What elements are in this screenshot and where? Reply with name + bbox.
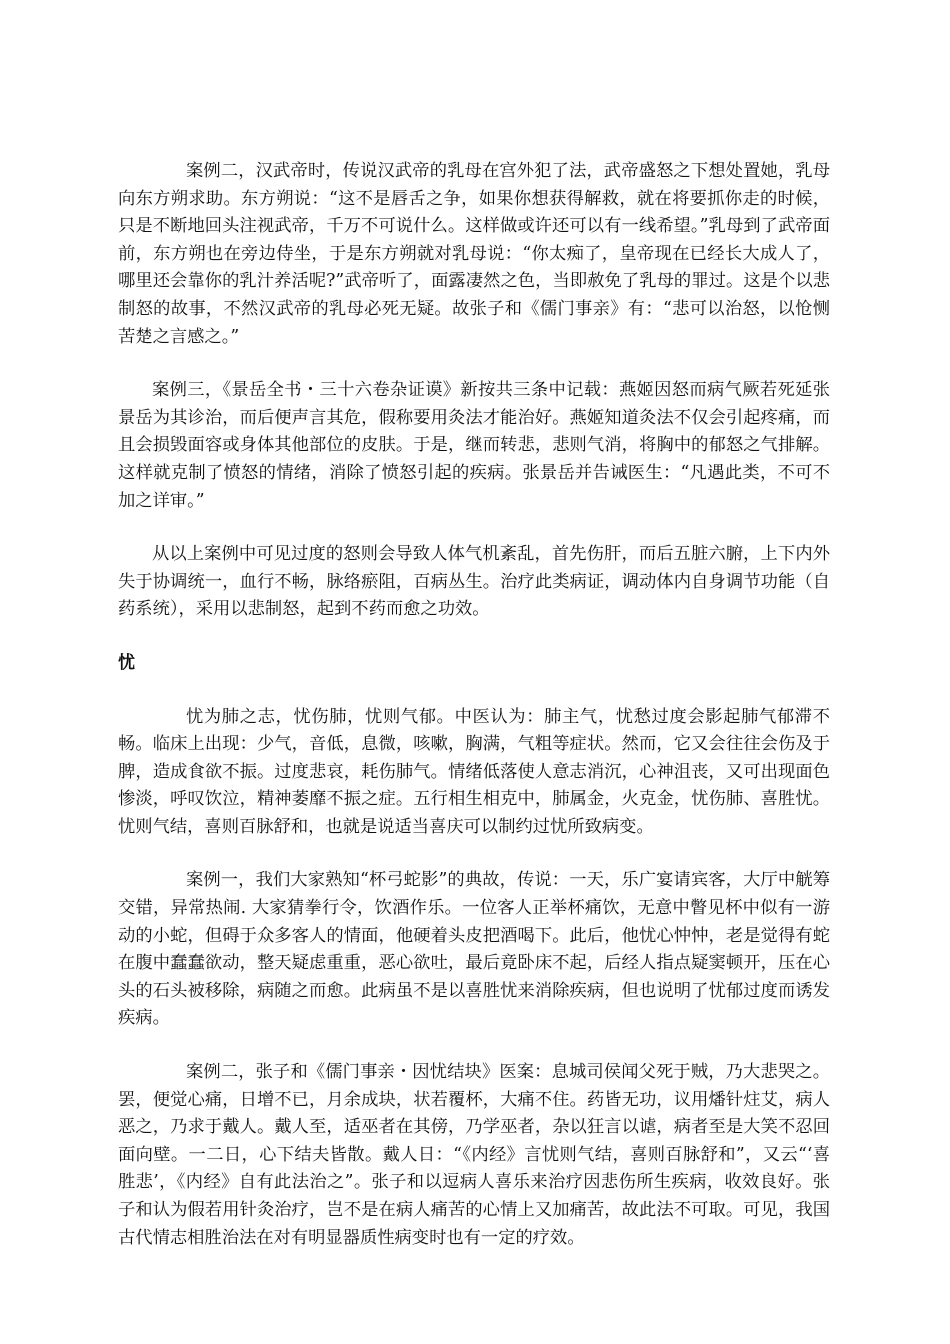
paragraph-worry-case-two: 案例二，张子和《儒门事亲・因忧结块》医案：息城司侯闻父死于贼，乃大悲哭之。罢，便觉心痛，日增不已，月余成块，状若覆杯，大痛不住。药皆无功，议用燔针炷艾，病人恶之，乃求于戴人。戴人至，适巫者在其傍，乃学巫者，杂以狂言以谑，病者至是大笑不忍回面向壁。一二日，心下结夫皆散。戴人日：“《内经》言忧则气结，喜则百脉舒和”，又云“‘喜胜悲’，《内经》自有此法治之”。张子和以逗病人喜乐来治疗因悲伤所生疾病，收效良好。张子和认为假若用针灸治疗，岂不是在病人痛苦的心情上又加痛苦，故此法不可取。可见，我国古代情志相胜治法在对有明显器质性病变时也有一定的疗效。 [118,1062,830,1248]
paragraph-gap [118,678,830,704]
paragraph-gap [118,624,830,650]
paragraph-case-two-emperor-wu: 案例二，汉武帝时，传说汉武帝的乳母在宫外犯了法，武帝盛怒之下想处置她，乳母向东方朔求助。东方朔说：“这不是唇舌之争，如果你想获得解救，就在将要抓你走的时候，只是不断地回头注视武帝，千万不可说什么。这样做或许还可以有一线希望。”乳母到了武帝面前，东方朔也在旁边侍坐，于是东方朔就对乳母说：“你太痴了，皇帝现在已经长大成人了，哪里还会靠你的乳汁养活呢?”武帝听了，面露凄然之色，当即赦免了乳母的罪过。这是个以悲制怒的故事，不然汉武帝的乳母必死无疑。故张子和《儒门事亲》有：“悲可以治怒，以怆恻苦楚之言感之。” [118,161,830,347]
paragraph-gap [118,1033,830,1059]
paragraph-gap [118,351,830,377]
paragraph-gap [118,515,830,541]
paragraph-gap [118,841,830,867]
paragraph-worry-case-one: 案例一，我们大家熟知“杯弓蛇影”的典故，传说：一天，乐广宴请宾客，大厅中觥筹交错，异常热闹. 大家猜拳行令，饮酒作乐。一位客人正举杯痛饮，无意中瞥见杯中似有一游动的小蛇，但碍于众多客人的情面，他硬着头皮把酒喝下。此后，他忧心忡忡，老是觉得有蛇在腹中蠢蠢欲动，整天疑虑重重，恶心欲吐，最后竟卧床不起，后经人指点疑窦顿开，压在心头的石头被移除，病随之而愈。此病虽不是以喜胜忧来消除疾病，但也说明了忧郁过度而诱发疾病。 [118,870,830,1029]
paragraph-anger-summary: 从以上案例中可见过度的怒则会导致人体气机紊乱，首先伤肝，而后五脏六腑，上下内外失于协调统一，血行不畅，脉络瘀阻，百病丛生。治疗此类病证，调动体内自身调节功能（自药系统），采用以悲制怒，起到不药而愈之功效。 [118,544,830,620]
paragraph-worry-intro: 忧为肺之志，忧伤肺，忧则气郁。中医认为：肺主气，忧愁过度会影起肺气郁滞不畅。临床上出现：少气，音低，息微，咳嗽，胸满，气粗等症状。然而，它又会往往会伤及于脾，造成食欲不振。过度悲哀，耗伤肺气。情绪低落使人意志消沉，心神沮丧，又可出现面色惨淡，呼叹饮泣，精神萎靡不振之症。五行相生相克中，肺属金，火克金，忧伤肺、喜胜忧。忧则气结，喜则百脉舒和，也就是说适当喜庆可以制约过忧所致病变。 [118,706,830,837]
document-page [118,158,830,1252]
paragraph-case-three-zhang-jingyue: 案例三，《景岳全书・三十六卷杂证谟》新按共三条中记载：燕姬因怒而病气厥若死延张景岳为其诊治，而后便声言其危，假称要用灸法才能治好。燕姬知道灸法不仅会引起疼痛，而且会损毁面容或身体其他部位的皮肤。于是，继而转悲，悲则气消，将胸中的郁怒之气排解。这样就克制了愤怒的情绪，消除了愤怒引起的疾病。张景岳并告诫医生：“凡遇此类，不可不加之详审。” [118,380,830,511]
section-heading-worry: 忧 [118,652,135,673]
